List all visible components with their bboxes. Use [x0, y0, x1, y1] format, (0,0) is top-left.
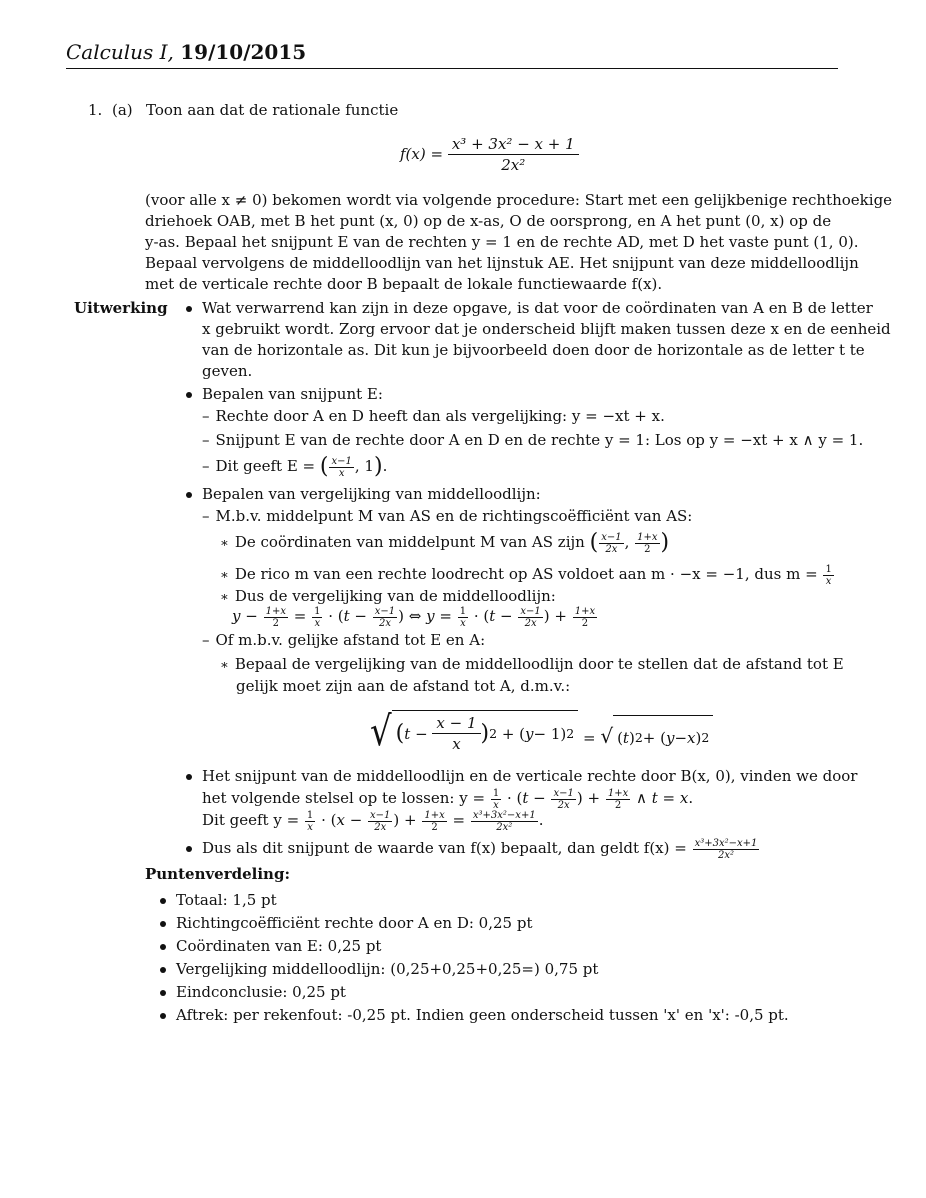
b2-d2-text: Snijpunt E van de rechte door A en D en de rechte y = 1: Los op y = −xt + x ∧ y = 1. — [215, 431, 864, 449]
dash-icon: – — [202, 431, 210, 449]
punten-item-text: Coördinaten van E: 0,25 pt — [176, 937, 382, 955]
bullet-icon — [160, 967, 166, 973]
b4a-text: Het snijpunt van de middelloodlijn en de verticale rechte door B(x, 0), vinden we door — [202, 767, 858, 785]
b3-s3-text: Dus de vergelijking van de middelloodlijn: — [234, 587, 556, 605]
formula-denominator: 2x² — [501, 156, 526, 174]
course-name: Calculus I, — [66, 40, 174, 64]
b1-line-3: van de horizontale as. Dit kun je bijvoorbeeld doen door de horizontale as de letter t te — [202, 341, 865, 359]
header-title — [66, 40, 306, 64]
uitwerking-label: Uitwerking — [74, 299, 168, 317]
dash-icon: – — [202, 507, 210, 525]
dash-icon: – — [202, 407, 210, 425]
bullet-icon — [160, 990, 166, 996]
b3-star-4 — [220, 654, 844, 676]
frac-mx: $\frac{x-1}{2x}$ — [601, 531, 622, 555]
star-icon: ∗ — [220, 568, 229, 583]
question-line-5: met de verticale rechte door B bepaalt de lokale functiewaarde f(x). — [145, 275, 663, 293]
bullet-4 — [186, 766, 857, 787]
bullet-icon — [160, 898, 166, 904]
b3-s1-text: De coördinaten van middelpunt M van AS zijn — [234, 533, 585, 551]
b1-line-1: Wat verwarrend kan zijn in deze opgave, is dat voor de coördinaten van A en B de letter — [202, 299, 873, 317]
question-number: 1. — [88, 101, 103, 119]
bullet-5: Dus als dit snijpunt de waarde van f(x) bepaalt, dan geldt f(x) = $\frac{\text{x³+3x²−x+1}}{\text{2x²}}$ — [186, 836, 760, 861]
dash-icon: – — [202, 457, 210, 475]
b3-d1-text: M.b.v. middelpunt M van AS en de richtingscoëfficiënt van AS: — [215, 507, 693, 525]
bullet-icon — [160, 921, 166, 927]
b1-line-2: x gebruikt wordt. Zorg ervoor dat je onderscheid blijft maken tussen deze x en de eenheid — [202, 320, 891, 338]
middelloodlijn-equation: y − $\frac{1+x}{2}$ = $\frac{1}{x}$ · (t − $\frac{x-1}{2x}$ ) ⇔ y = $\frac{1}{x}$ · (t − $\frac{x-1}{2x}$ ) + $\frac{1+x}{2}$ — [232, 605, 596, 629]
star-icon: ∗ — [220, 536, 229, 551]
sqrt-icon: √ — [370, 708, 392, 756]
page-header — [66, 38, 838, 69]
punten-item-4 — [160, 959, 598, 980]
b4b-text: het volgende stelsel op te lossen: y = — [202, 789, 486, 807]
question-formula — [400, 134, 579, 175]
b3-s4b-text: gelijk moet zijn aan de afstand tot A, d.m.v.: — [236, 677, 571, 695]
b3-s4a-text: Bepaal de vergelijking van de middelloodlijn door te stellen dat de afstand tot E — [234, 655, 844, 673]
question-line-4: Bepaal vervolgens de middelloodlijn van het lijnstuk AE. Het snijpunt van deze middelloodlijn — [145, 254, 859, 272]
punten-item-3 — [160, 936, 381, 957]
punten-item-6 — [160, 1005, 789, 1026]
punten-item-text: Vergelijking middelloodlijn: (0,25+0,25+0,25=) 0,75 pt — [176, 960, 599, 978]
formula-lhs: f(x) = — [400, 145, 444, 163]
question-intro: Toon aan dat de rationale functie — [146, 101, 399, 119]
star-icon: ∗ — [220, 590, 229, 605]
b3-star-2 — [220, 562, 835, 588]
b2-title: Bepalen van snijpunt E: — [202, 385, 383, 403]
bullet-icon — [186, 774, 192, 780]
b3-dash-2 — [202, 630, 485, 651]
bullet-1 — [186, 298, 873, 319]
frac-my: $\frac{1+x}{2}$ — [637, 531, 658, 555]
b3-dash-1 — [202, 506, 692, 527]
bullet-icon — [186, 392, 192, 398]
punten-item-text: Richtingcoëfficiënt rechte door A en D: 0,25 pt — [176, 914, 533, 932]
bullet-icon — [186, 846, 192, 852]
formula-fraction — [448, 134, 579, 175]
formula-numerator: x³ + 3x² − x + 1 — [448, 134, 579, 155]
question-line-2: driehoek OAB, met B het punt (x, 0) op de x-as, O de oorsprong, en A het punt (0, x) op de — [145, 212, 832, 230]
paren-close: ) — [373, 454, 383, 479]
bullet-icon — [160, 1013, 166, 1019]
question-line-3: y-as. Bepaal het snijpunt E van de rechten y = 1 en de rechte AD, met D het vaste punt (1, 0). — [145, 233, 859, 251]
punten-item-text: Totaal: 1,5 pt — [176, 891, 277, 909]
punten-item-5 — [160, 982, 346, 1003]
b2-dash-3: – Dit geeft E = ( $\frac{x-1}{x}$ , 1). — [202, 454, 388, 479]
b3-title: Bepalen van vergelijking van middelloodlijn: — [202, 485, 541, 503]
paren-open: ( — [589, 530, 599, 555]
b2-d3-text: Dit geeft E = — [215, 457, 316, 475]
b2-dash-2 — [202, 430, 863, 451]
b3-s2-text: De rico m van een rechte loodrecht op AS voldoet aan m · −x = −1, dus m = — [234, 565, 818, 583]
star-icon: ∗ — [220, 658, 229, 673]
b4-line-3: Dit geeft y = $\frac{1}{x}$ · (x − $\frac{x-1}{2x}$ ) + $\frac{1+x}{2}$ = $\frac{\text{x³+3x²−x+1}}{\text{2x²}}$ . — [202, 809, 544, 833]
punten-item-1 — [160, 890, 277, 911]
b3-d2-text: Of m.b.v. gelijke afstand tot E en A: — [215, 631, 486, 649]
paren-open: ( — [319, 454, 329, 479]
b3-star-1: ∗ De coördinaten van middelpunt M van AS zijn ( $\frac{x-1}{2x}$ , $\frac{1+x}{2}$ ) — [220, 528, 669, 558]
b1-line-4: geven. — [202, 362, 253, 380]
question-part: (a) — [112, 101, 133, 119]
exam-date: 19/10/2015 — [180, 40, 307, 64]
b2-d1-text: Rechte door A en D heeft dan als vergelijking: y = −xt + x. — [215, 407, 665, 425]
puntenverdeling-title: Puntenverdeling: — [145, 865, 290, 883]
frac-e-x: $\frac{x-1}{x}$ — [331, 455, 352, 479]
bullet-2 — [186, 384, 383, 405]
b4-line-2: het volgende stelsel op te lossen: y = $\frac{1}{x}$ · (t − $\frac{x-1}{2x}$ ) + $\frac{1+x}{2}$ ∧ t = x. — [202, 787, 694, 811]
b4c-text: Dit geeft y = — [202, 811, 300, 829]
bullet-icon — [186, 306, 192, 312]
bullet-icon — [160, 944, 166, 950]
bullet-icon — [186, 492, 192, 498]
frac-m: $\frac{1}{x}$ — [825, 563, 832, 587]
paren-close: ) — [660, 530, 670, 555]
punten-item-text: Eindconclusie: 0,25 pt — [176, 983, 346, 1001]
dash-icon: – — [202, 631, 210, 649]
b2-dash-1 — [202, 406, 665, 427]
punten-item-text: Aftrek: per rekenfout: -0,25 pt. Indien geen onderscheid tussen 'x' en 'x': -0,5 pt. — [176, 1006, 789, 1024]
distance-equation: √ ( t − $\frac{x - 1}{x}$ ) 2 + ( y − 1) 2 = √ ( t ) 2 + ( y − x ) 2 — [370, 710, 713, 758]
punten-item-2 — [160, 913, 532, 934]
question-line-1: (voor alle x ≠ 0) bekomen wordt via volgende procedure: Start met een gelijkbenige rechthoekige — [145, 191, 893, 209]
b5-text: Dus als dit snijpunt de waarde van f(x) bepaalt, dan geldt f(x) = — [202, 839, 687, 857]
bullet-3 — [186, 484, 541, 505]
